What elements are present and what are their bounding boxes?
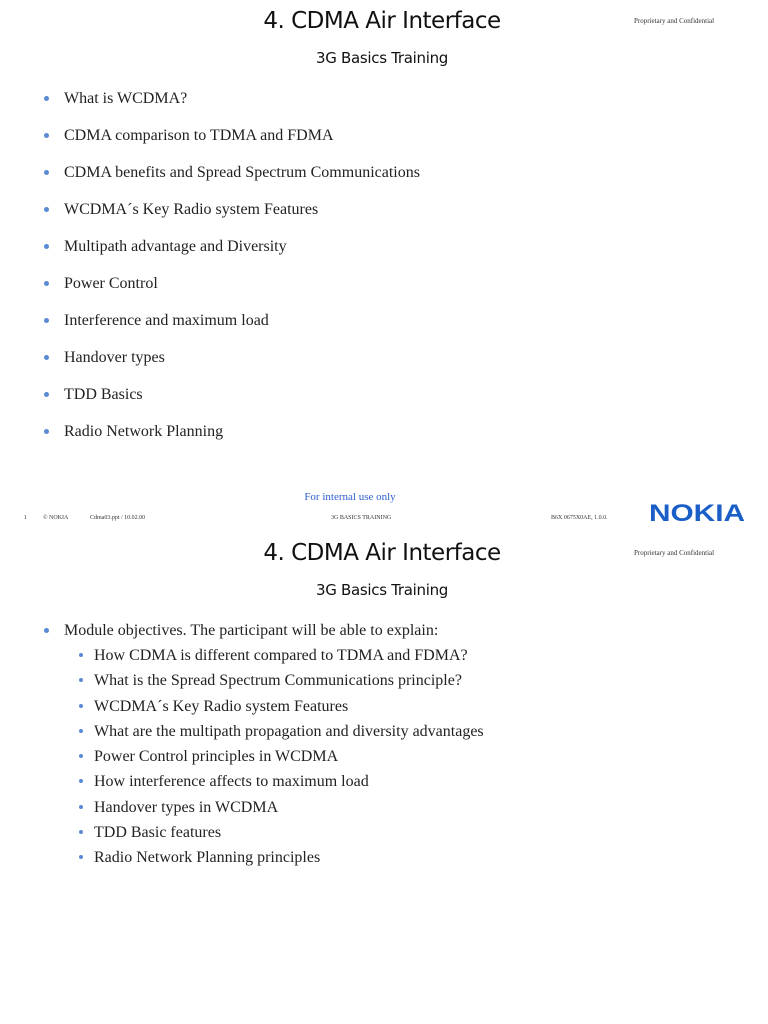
objectives-list <box>64 620 484 870</box>
sublist-item-text: How CDMA is different compared to TDMA and FDMA? <box>94 647 468 664</box>
confidential-label: Proprietary and Confidential <box>634 549 715 557</box>
sublist-item-text: What are the multipath propagation and diversity advantages <box>94 722 484 740</box>
sublist-item <box>94 721 484 746</box>
bullet-icon <box>44 355 49 360</box>
list-item-text: CDMA comparison to TDMA and FDMA <box>64 127 334 144</box>
slide-title: 4. CDMA Air Interface <box>263 540 501 566</box>
bullet-icon <box>79 855 83 859</box>
list-item <box>64 236 420 273</box>
sublist-item <box>94 645 484 670</box>
objectives-sublist <box>94 645 484 873</box>
sublist-item <box>94 746 484 771</box>
slide-subtitle: 3G Basics Training <box>315 49 449 67</box>
footer-page-number: 1 <box>24 515 27 521</box>
sublist-item-text: TDD Basic features <box>94 824 222 842</box>
list-item-text: Multipath advantage and Diversity <box>64 238 287 255</box>
list-item <box>64 620 484 870</box>
bullet-icon <box>44 133 49 138</box>
sublist-item-text: WCDMA´s Key Radio system Features <box>94 697 349 715</box>
bullet-icon <box>79 704 83 708</box>
sublist-item-text: Power Control principles in WCDMA <box>94 748 339 766</box>
internal-use-note: For internal use only <box>304 491 396 503</box>
footer-copyright: © NOKIA <box>43 515 69 521</box>
list-item <box>64 199 420 236</box>
sublist-item <box>94 822 484 847</box>
list-item <box>64 273 420 310</box>
bullet-icon <box>79 678 83 682</box>
list-item <box>64 88 420 125</box>
bullet-icon <box>44 281 49 286</box>
bullet-icon <box>79 779 83 783</box>
bullet-icon <box>79 805 83 809</box>
list-item <box>64 384 420 421</box>
bullet-icon <box>44 244 49 249</box>
list-item-text: Module objectives. The participant will be able to explain: <box>64 622 439 639</box>
confidential-label: Proprietary and Confidential <box>634 17 715 25</box>
sublist-item-text: What is the Spread Spectrum Communications principle? <box>94 672 462 690</box>
list-item-text: Handover types <box>64 349 165 366</box>
slide-title: 4. CDMA Air Interface <box>263 8 501 34</box>
list-item <box>64 125 420 162</box>
nokia-logo <box>649 500 745 524</box>
footer-document-id: B6X 0675X0AE, 1.0.0. <box>551 515 608 521</box>
bullet-icon <box>44 170 49 175</box>
sublist-item-text: Handover types in WCDMA <box>94 798 279 816</box>
bullet-icon <box>44 207 49 212</box>
list-item <box>64 421 420 458</box>
bullet-icon <box>44 628 49 633</box>
list-item <box>64 347 420 384</box>
sublist-item-text: Radio Network Planning principles <box>94 849 321 867</box>
sublist-item <box>94 670 484 695</box>
list-item <box>64 310 420 347</box>
list-item-text: What is WCDMA? <box>64 90 188 107</box>
list-item-text: TDD Basics <box>64 386 143 403</box>
list-item-text: Power Control <box>64 275 158 292</box>
bullet-icon <box>44 318 49 323</box>
bullet-icon <box>79 653 83 657</box>
footer-filename: Cdma03.ppt / 10.02.00 <box>90 515 146 521</box>
slide-subtitle: 3G Basics Training <box>315 581 449 599</box>
agenda-list <box>64 88 420 458</box>
list-item-text: Radio Network Planning <box>64 423 224 440</box>
bullet-icon <box>44 429 49 434</box>
sublist-item <box>94 771 484 796</box>
list-item-text: Interference and maximum load <box>64 312 269 329</box>
list-item <box>64 162 420 199</box>
sublist-item <box>94 797 484 822</box>
sublist-item <box>94 847 484 872</box>
sublist-item-text: How interference affects to maximum load <box>94 773 369 791</box>
bullet-icon <box>79 754 83 758</box>
footer-course: 3G BASICS TRAINING <box>331 515 392 521</box>
bullet-icon <box>79 729 83 733</box>
sublist-item <box>94 696 484 721</box>
bullet-icon <box>79 830 83 834</box>
list-item-text: WCDMA´s Key Radio system Features <box>64 201 319 218</box>
logo-text: NOKIA <box>649 500 745 524</box>
slide-2 <box>0 532 768 1024</box>
list-item-text: CDMA benefits and Spread Spectrum Communications <box>64 164 420 181</box>
bullet-icon <box>44 96 49 101</box>
bullet-icon <box>44 392 49 397</box>
